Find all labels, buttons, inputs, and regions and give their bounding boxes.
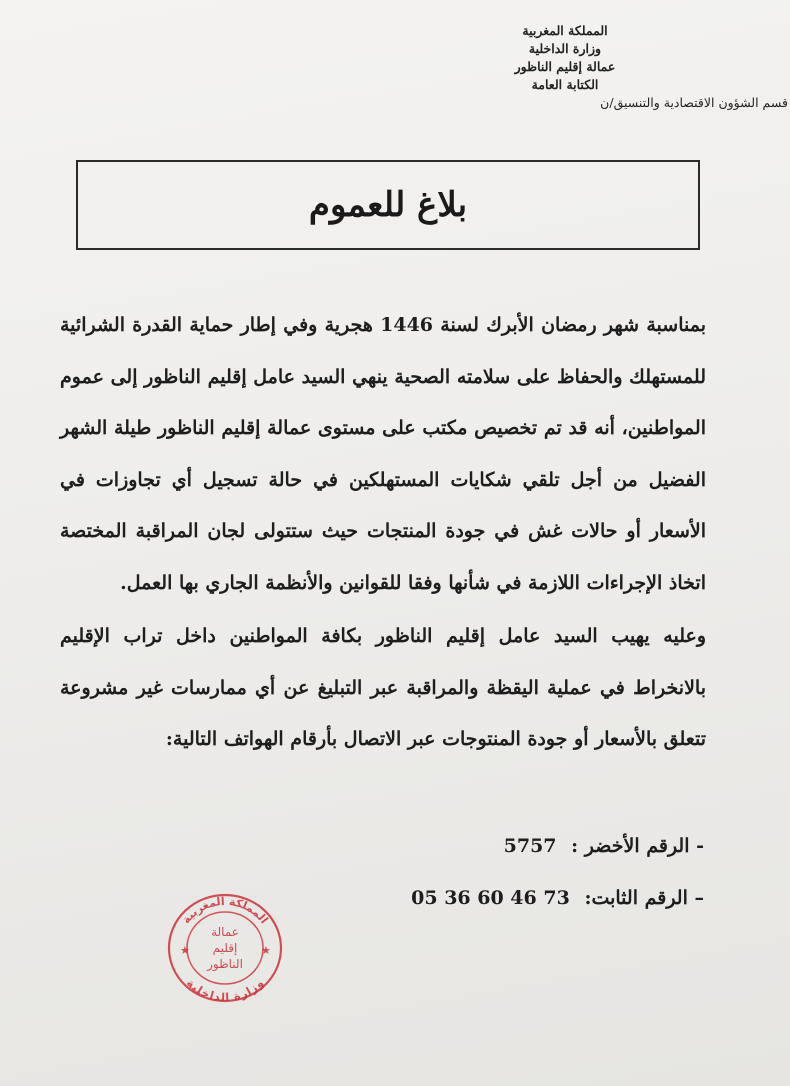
- svg-text:★: ★: [180, 944, 190, 957]
- phone-row-green: [344, 820, 704, 872]
- official-stamp: [166, 892, 284, 1004]
- svg-text:وزارة الداخلية: وزارة الداخلية: [183, 976, 267, 1004]
- fixed-number-label: – الرقم الثابت:: [584, 887, 704, 909]
- letterhead: [400, 22, 788, 112]
- announcement-body: [60, 300, 706, 766]
- letterhead-kingdom: المملكة المغربية: [522, 23, 608, 38]
- phone-list: [344, 820, 704, 924]
- letterhead-division: قسم الشؤون الاقتصادية والتنسيق/ن: [600, 95, 788, 110]
- document-title: بلاغ للعموم: [308, 185, 468, 225]
- svg-text:الناظور: الناظور: [207, 957, 243, 971]
- stamp-seal-icon: [166, 892, 284, 1004]
- paragraph-2: وعليه يهيب السيد عامل إقليم الناظور بكافة المواطنين داخل تراب الإقليم بالانخراط في عملية اليقظة والمراقبة عبر التبليغ عن أي ممارسات غير مشروعة تتعلق بالأسعار أو جودة المنتوجات عبر الاتصال بأرقام الهواتف التالية:: [60, 625, 706, 750]
- letterhead-secretariat: الكتابة العامة: [531, 77, 599, 92]
- phone-row-fixed: [344, 872, 704, 924]
- svg-text:★: ★: [261, 944, 271, 957]
- green-number: 5757: [503, 835, 557, 857]
- svg-text:عمالة: عمالة: [211, 925, 239, 939]
- letterhead-prefecture: عمالة إقليم الناظور: [514, 59, 616, 74]
- fixed-number: 05 36 60 46 73: [411, 887, 570, 909]
- title-box: [76, 160, 700, 250]
- svg-text:المملكة المغربية: المملكة المغربية: [179, 894, 271, 927]
- letterhead-ministry: وزارة الداخلية: [528, 41, 602, 56]
- paragraph-1: بمناسبة شهر رمضان الأبرك لسنة 1446 هجرية وفي إطار حماية القدرة الشرائية للمستهلك والحفاظ على سلامته الصحية ينهي السيد عامل إقليم الناظور إلى عموم المواطنين، أنه قد تم تخصيص مكتب على مستوى عمالة إقليم الناظور طيلة الشهر الفضيل من أجل تلقي شكايات المستهلكين في حالة تسجيل أي تجاوزات في الأسعار أو حالات غش في جودة المنتجات حيث ستتولى لجان المراقبة المختصة اتخاذ الإجراءات اللازمة في شأنها وفقا للقوانين والأنظمة الجاري بها العمل.: [60, 314, 706, 594]
- svg-text:إقليم: إقليم: [212, 941, 238, 955]
- green-number-label: - الرقم الأخضر :: [571, 835, 704, 857]
